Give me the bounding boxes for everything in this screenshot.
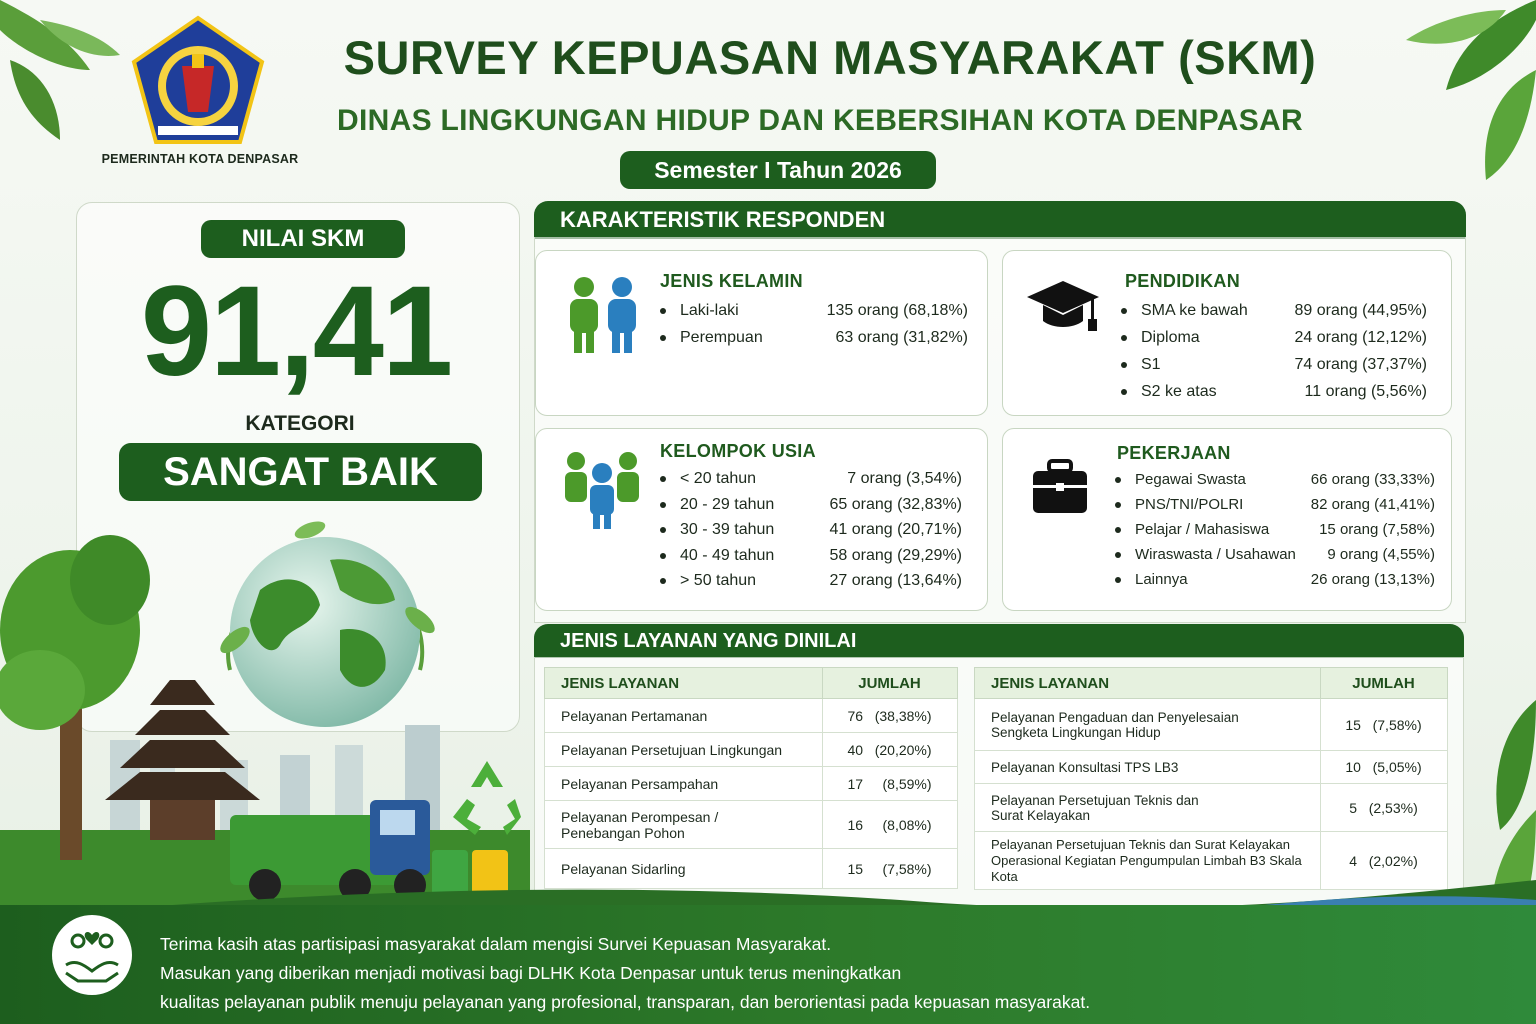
page-subtitle: DINAS LINGKUNGAN HIDUP DAN KEBERSIHAN KOTA DENPASAR (337, 104, 1303, 137)
denpasar-emblem-logo (128, 14, 268, 154)
list-item: PNS/TNI/POLRI 82 orang (41,41%) (1115, 492, 1435, 517)
age-list (660, 466, 962, 594)
table-row: Pelayanan Persampahan 17 (8,59%) (545, 767, 958, 801)
briefcase-icon (1031, 459, 1089, 515)
table-row: Pelayanan Persetujuan Teknis dan Surat Kelayakan 5 (2,53%) (975, 784, 1448, 832)
column-header-service: JENIS LAYANAN (545, 668, 823, 699)
semester-badge: Semester I Tahun 2026 (620, 151, 936, 189)
table-row: Pelayanan Sidarling 15 (7,58%) (545, 849, 958, 889)
skm-label: NILAI SKM (201, 220, 405, 258)
column-header-service: JENIS LAYANAN (975, 668, 1321, 699)
column-header-count: JUMLAH (1321, 668, 1448, 699)
layanan-table-left (544, 667, 958, 889)
leaves-top-right-decoration (1386, 0, 1536, 190)
education-title: PENDIDIKAN (1125, 271, 1241, 291)
category-value: SANGAT BAIK (119, 443, 482, 501)
list-item: > 50 tahun 27 orang (13,64%) (660, 568, 962, 594)
age-title: KELOMPOK USIA (660, 441, 816, 461)
list-item: Diploma 24 orang (12,12%) (1121, 324, 1427, 351)
table-row: Pelayanan Perompesan / Penebangan Pohon 16 (8,08%) (545, 801, 958, 849)
footer-line: Terima kasih atas partisipasi masyarakat dalam mengisi Survei Kepuasan Masyarakat. (160, 934, 832, 954)
table-header-row (545, 668, 958, 699)
graduation-cap-icon (1027, 277, 1099, 337)
people-group-icon (562, 451, 642, 529)
city-scene-illustration (0, 510, 530, 910)
page-title: SURVEY KEPUASAN MASYARAKAT (SKM) (343, 31, 1317, 84)
layanan-header: JENIS LAYANAN YANG DINILAI (534, 624, 1464, 658)
list-item: Pegawai Swasta 66 orang (33,33%) (1115, 467, 1435, 492)
list-item: Pelajar / Mahasiswa 15 orang (7,58%) (1115, 517, 1435, 542)
occupation-list (1115, 467, 1435, 592)
list-item: Laki-laki 135 orang (68,18%) (660, 297, 968, 324)
list-item: S2 ke atas 11 orang (5,56%) (1121, 378, 1427, 405)
community-care-icon (52, 915, 132, 995)
list-item: SMA ke bawah 89 orang (44,95%) (1121, 297, 1427, 324)
table-row: Pelayanan Persetujuan Teknis dan Surat Kelayakan Operasional Kegiatan Pengumpulan Limbah B3 Skala Kota 4 (2,02%) (975, 832, 1448, 890)
list-item: Perempuan 63 orang (31,82%) (660, 324, 968, 351)
list-item: 30 - 39 tahun 41 orang (20,71%) (660, 517, 962, 543)
recycle-icon (445, 755, 529, 839)
column-header-count: JUMLAH (823, 668, 958, 699)
footer-message (160, 930, 1260, 1017)
leaves-top-left-decoration (0, 0, 130, 170)
footer-line: kualitas pelayanan publik menuju pelayanan yang profesional, transparan, dan berorientasi pada kepuasan masyarakat. (160, 992, 1091, 1012)
footer-line: Masukan yang diberikan menjadi motivasi bagi DLHK Kota Denpasar untuk terus meningkatkan (160, 963, 902, 983)
category-label: KATEGORI (245, 412, 355, 435)
occupation-card (1002, 428, 1452, 611)
list-item: Lainnya 26 orang (13,13%) (1115, 567, 1435, 592)
occupation-title: PEKERJAAN (1117, 443, 1231, 463)
table-row: Pelayanan Pengaduan dan Penyelesaian Sengketa Lingkungan Hidup 15 (7,58%) (975, 699, 1448, 751)
table-row: Pelayanan Persetujuan Lingkungan 40 (20,20%) (545, 733, 958, 767)
list-item: 40 - 49 tahun 58 orang (29,29%) (660, 543, 962, 569)
education-list (1121, 297, 1427, 405)
gender-title: JENIS KELAMIN (660, 271, 803, 291)
list-item: < 20 tahun 7 orang (3,54%) (660, 466, 962, 492)
skm-value: 91,41 (140, 260, 452, 403)
list-item: Wiraswasta / Usahawan 9 orang (4,55%) (1115, 542, 1435, 567)
layanan-table-right (974, 667, 1448, 890)
list-item: S1 74 orang (37,37%) (1121, 351, 1427, 378)
karakteristik-header: KARAKTERISTIK RESPONDEN (534, 201, 1466, 239)
list-item: 20 - 29 tahun 65 orang (32,83%) (660, 492, 962, 518)
table-row: Pelayanan Konsultasi TPS LB3 10 (5,05%) (975, 751, 1448, 784)
people-gender-icon (564, 275, 644, 355)
education-card (1002, 250, 1452, 416)
age-card (535, 428, 988, 611)
table-header-row (975, 668, 1448, 699)
gender-card (535, 250, 988, 416)
gender-list (660, 297, 968, 351)
logo-caption: PEMERINTAH KOTA DENPASAR (101, 152, 299, 166)
table-row: Pelayanan Pertamanan 76 (38,38%) (545, 699, 958, 733)
